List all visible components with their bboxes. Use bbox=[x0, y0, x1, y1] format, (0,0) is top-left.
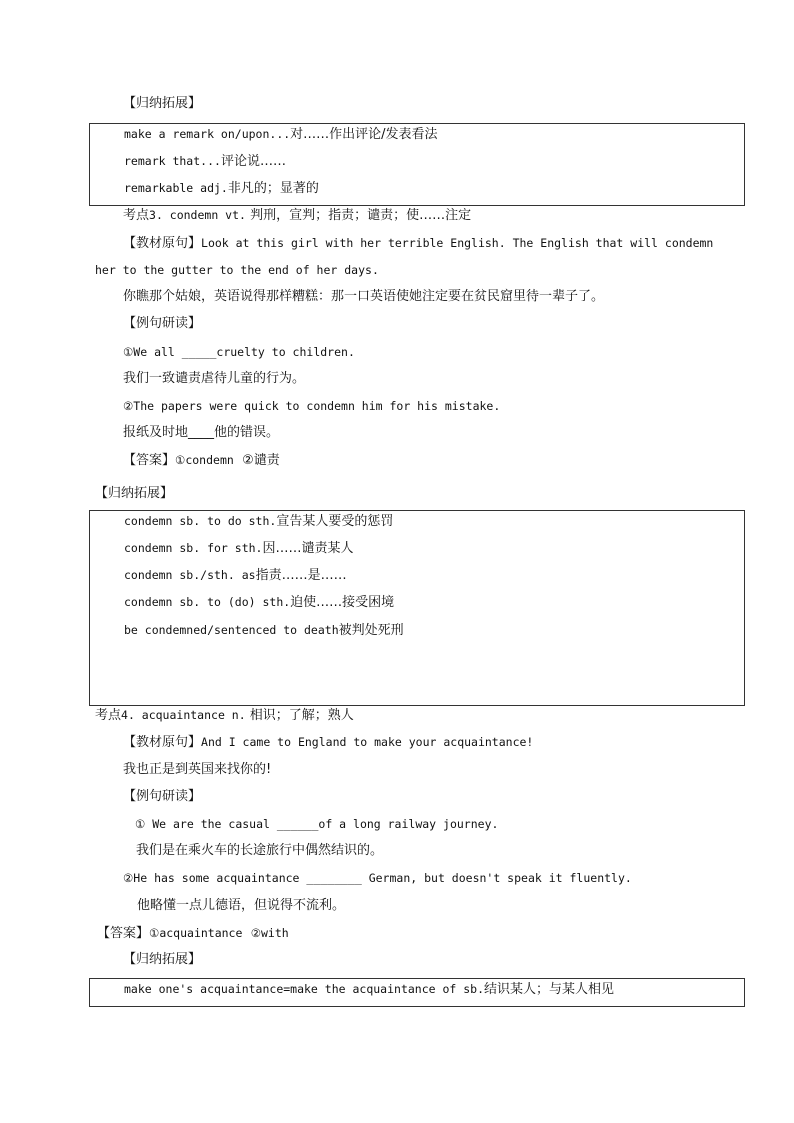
extension-line: condemn sb. for sth.因……谴责某人 bbox=[124, 541, 354, 556]
example-1: ①We all _____cruelty to children. bbox=[123, 345, 355, 359]
answer-line: 【答案】①condemn ②谴责 bbox=[123, 453, 280, 468]
extension-box-remark bbox=[89, 123, 745, 206]
extension-line: condemn sb. to do sth.宣告某人要受的惩罚 bbox=[124, 514, 394, 529]
extension-box-acquaintance bbox=[89, 978, 745, 1007]
examples-heading: 【例句研读】 bbox=[123, 789, 202, 804]
example-2: ②He has some acquaintance ________ German, but doesn't speak it fluently. bbox=[123, 871, 632, 885]
textbook-original-sentence: 【教材原句】Look at this girl with her terrible English. The English that will condemn bbox=[123, 236, 714, 251]
extension-line: make one's acquaintance=make the acquaintance of sb.结识某人；与某人相见 bbox=[124, 982, 615, 997]
example-2: ②The papers were quick to condemn him for his mistake. bbox=[123, 399, 501, 413]
examples-heading: 【例句研读】 bbox=[123, 316, 202, 331]
extension-box-condemn bbox=[89, 510, 745, 706]
section-heading-1: 【归纳拓展】 bbox=[123, 96, 202, 111]
example-2-translation: 他略懂一点儿德语，但说得不流利。 bbox=[137, 898, 346, 913]
extension-line: remarkable adj.非凡的；显著的 bbox=[124, 181, 319, 196]
extension-line: condemn sb. to (do) sth.迫使……接受困境 bbox=[124, 595, 395, 610]
point-4-title: 考点4. acquaintance n. 相识；了解；熟人 bbox=[95, 708, 354, 723]
example-1-translation: 我们一致谴责虐待儿童的行为。 bbox=[123, 371, 306, 386]
section-heading-3: 【归纳拓展】 bbox=[123, 952, 202, 967]
textbook-original-sentence-cont: her to the gutter to the end of her days. bbox=[95, 263, 379, 277]
textbook-original-translation: 你瞧那个姑娘，英语说得那样糟糕：那一口英语使她注定要在贫民窟里待一辈子了。 bbox=[123, 289, 605, 304]
example-2-translation: 报纸及时地____他的错误。 bbox=[123, 425, 280, 440]
extension-line: condemn sb./sth. as指责……是…… bbox=[124, 568, 347, 583]
textbook-original-sentence: 【教材原句】And I came to England to make your acquaintance! bbox=[123, 735, 534, 750]
extension-line: remark that...评论说…… bbox=[124, 154, 286, 169]
point-3-title: 考点3. condemn vt. 判刑，宣判；指责；谴责；使……注定 bbox=[123, 208, 472, 223]
section-heading-2: 【归纳拓展】 bbox=[95, 486, 174, 501]
example-1-translation: 我们是在乘火车的长途旅行中偶然结识的。 bbox=[136, 843, 384, 858]
extension-line: be condemned/sentenced to death被判处死刑 bbox=[124, 623, 404, 638]
extension-line: make a remark on/upon...对……作出评论/发表看法 bbox=[124, 127, 438, 142]
example-1: ① We are the casual ______of a long railway journey. bbox=[135, 817, 499, 831]
answer-line: 【答案】①acquaintance ②with bbox=[97, 926, 289, 941]
textbook-original-translation: 我也正是到英国来找你的! bbox=[123, 762, 272, 777]
